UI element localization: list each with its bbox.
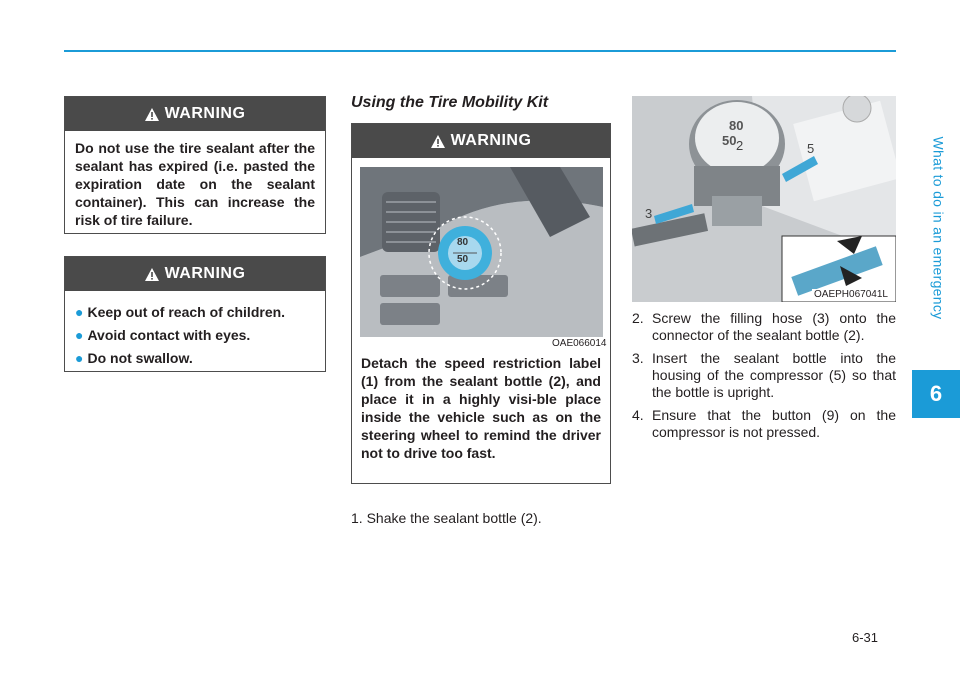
page-number: 6-31 — [852, 630, 879, 645]
header-rule — [64, 50, 896, 52]
warning-header — [352, 124, 610, 158]
step-2: 2. Screw the filling hose (3) onto the connector of the sealant bottle (2). — [632, 310, 896, 343]
warning-header — [65, 97, 325, 131]
callout-3: 3 — [645, 206, 653, 221]
figure-sealant-bottle — [632, 96, 896, 302]
warning-box-safety — [64, 256, 326, 372]
callout-5: 5 — [807, 141, 815, 156]
warning-list — [65, 291, 325, 370]
warning-triangle-icon — [431, 135, 445, 148]
warning-heading: WARNING — [164, 105, 246, 122]
sealant-compressor-illustration — [632, 96, 896, 302]
list-item: ● Avoid contact with eyes. — [75, 327, 251, 343]
bullet-icon: ● — [75, 350, 84, 366]
warning-header — [65, 257, 325, 291]
warning-heading: WARNING — [450, 132, 532, 149]
dashboard-illustration — [360, 167, 603, 337]
warning-triangle-icon — [145, 108, 159, 121]
list-item: ● Do not swallow. — [75, 350, 193, 366]
steps-list — [632, 310, 896, 447]
figure-code: OAEPH067041L — [814, 289, 888, 300]
figure-dashboard-label — [360, 167, 603, 337]
bottle-label-top: 80 — [729, 118, 744, 133]
step-4: 4. Ensure that the button (9) on the compressor is not pressed. — [632, 407, 896, 440]
callout-2: 2 — [736, 138, 744, 153]
bullet-icon: ● — [75, 327, 84, 343]
section-side-tab — [928, 88, 948, 368]
figure-code: OAE066014 — [552, 338, 607, 349]
section-title: Using the Tire Mobility Kit — [351, 94, 549, 111]
step-3: 3. Insert the sealant bottle into the housing of the compressor (5) so that the bottle is upright. — [632, 350, 896, 400]
step-1: 1. Shake the sealant bottle (2). — [351, 510, 542, 526]
chapter-number-badge: 6 — [912, 370, 960, 418]
label-speed-bottom: 50 — [457, 254, 469, 265]
list-item: ● Keep out of reach of children. — [75, 304, 286, 320]
bullet-icon: ● — [75, 304, 84, 320]
warning-box-expiry — [64, 96, 326, 234]
label-speed-top: 80 — [457, 237, 469, 248]
warning-heading: WARNING — [164, 265, 246, 282]
warning-triangle-icon — [145, 268, 159, 281]
warning-text: Do not use the tire sealant after the sealant has expired (i.e. pasted the expiration date on the sealant container). This can increase the risk of tire failure. — [75, 140, 315, 228]
section-side-title: What to do in an emergency — [930, 136, 946, 320]
bottle-label-bottom: 50 — [722, 133, 737, 148]
warning-text: Detach the speed restriction label (1) from the sealant bottle (2), and place it in a highly visi-ble place inside the vehicle such as on the steering wheel to remind the driver not to drive too fast. — [361, 355, 601, 461]
